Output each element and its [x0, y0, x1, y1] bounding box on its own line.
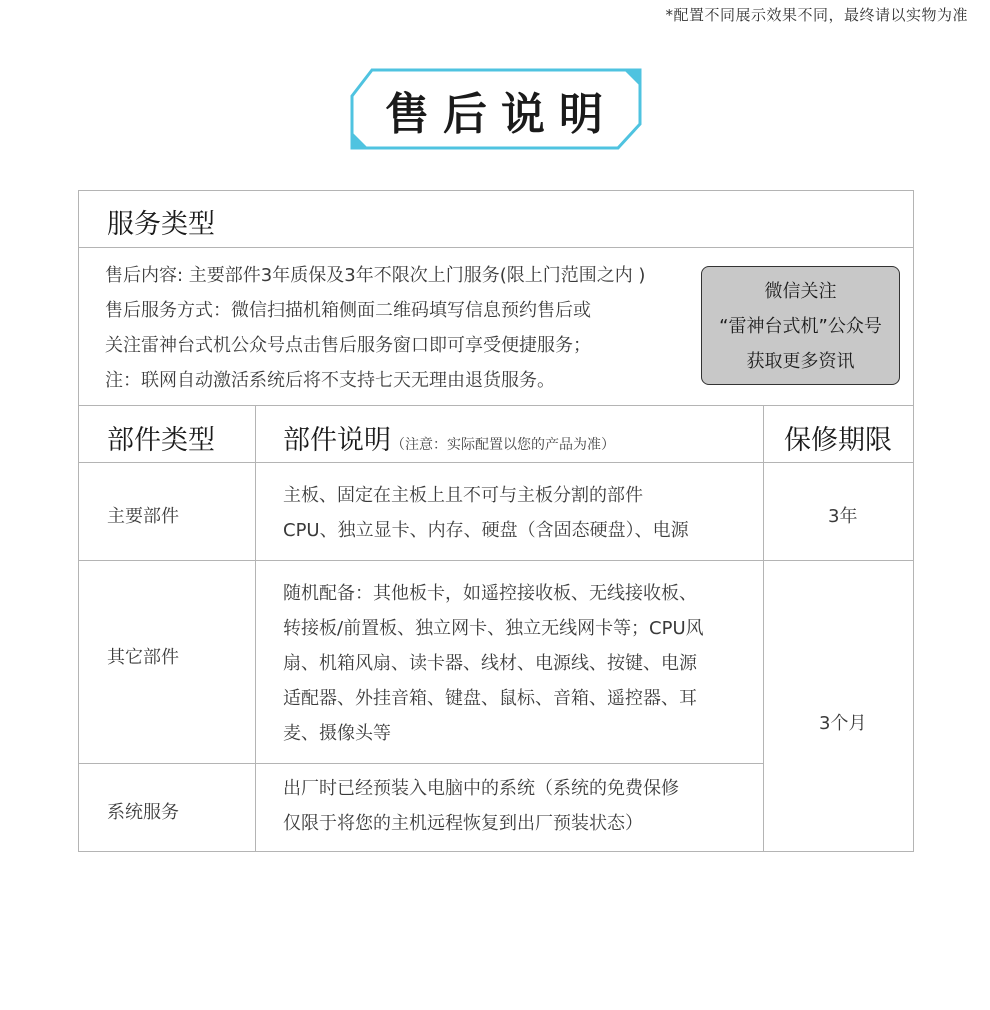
service-line-content: 售后内容: 主要部件3年质保及3年不限次上门服务(限上门范围之内 )	[105, 265, 646, 286]
page-title: 售后说明	[385, 89, 617, 140]
header-warranty-period: 保修期限	[784, 425, 892, 456]
row-other-parts-desc-1: 随机配备：其他板卡，如遥控接收板、无线接收板、	[283, 583, 697, 604]
disclaimer-note: *配置不同展示效果不同，最终请以实物为准	[665, 6, 968, 24]
after-sales-table	[78, 190, 914, 852]
row-merged-period: 3个月	[819, 713, 867, 734]
row-system-service-type: 系统服务	[107, 802, 179, 823]
row-main-parts-desc-1: 主板、固定在主板上且不可与主板分割的部件	[283, 485, 643, 506]
row-other-parts-desc-5: 麦、摄像头等	[283, 723, 391, 744]
wechat-line-1: 微信关注	[764, 281, 837, 302]
row-system-service-desc-1: 出厂时已经预装入电脑中的系统（系统的免费保修	[283, 778, 679, 799]
row-other-parts-desc-4: 适配器、外挂音箱、键盘、鼠标、音箱、遥控器、耳	[283, 688, 697, 709]
service-line-follow: 关注雷神台式机公众号点击售后服务窗口即可享受便捷服务；	[105, 335, 591, 356]
row-other-parts-desc-3: 扇、机箱风扇、读卡器、线材、电源线、按键、电源	[283, 653, 697, 674]
row-other-parts-desc-2: 转接板/前置板、独立网卡、独立无线网卡等；CPU风	[283, 618, 704, 639]
wechat-follow-box	[701, 266, 900, 385]
header-part-desc-label: 部件说明	[283, 425, 391, 456]
service-line-note: 注：联网自动激活系统后将不支持七天无理由退货服务。	[105, 370, 555, 391]
wechat-line-2: “雷神台式机”公众号	[719, 316, 882, 337]
service-line-method: 售后服务方式：微信扫描机箱侧面二维码填写信息预约售后或	[105, 300, 591, 321]
row-system-service-desc-2: 仅限于将您的主机远程恢复到出厂预装状态）	[283, 813, 643, 834]
row-main-parts-period: 3年	[828, 506, 858, 527]
header-part-type: 部件类型	[107, 425, 215, 456]
row-main-parts-type: 主要部件	[107, 506, 179, 527]
row-other-parts-type: 其它部件	[107, 647, 179, 668]
row-main-parts-desc-2: CPU、独立显卡、内存、硬盘（含固态硬盘）、电源	[283, 520, 689, 541]
header-part-desc	[283, 418, 615, 457]
service-heading: 服务类型	[107, 209, 215, 240]
wechat-line-3: 获取更多资讯	[746, 351, 855, 372]
header-part-desc-note: （注意：实际配置以您的产品为准）	[391, 437, 615, 453]
title-banner	[348, 66, 644, 152]
